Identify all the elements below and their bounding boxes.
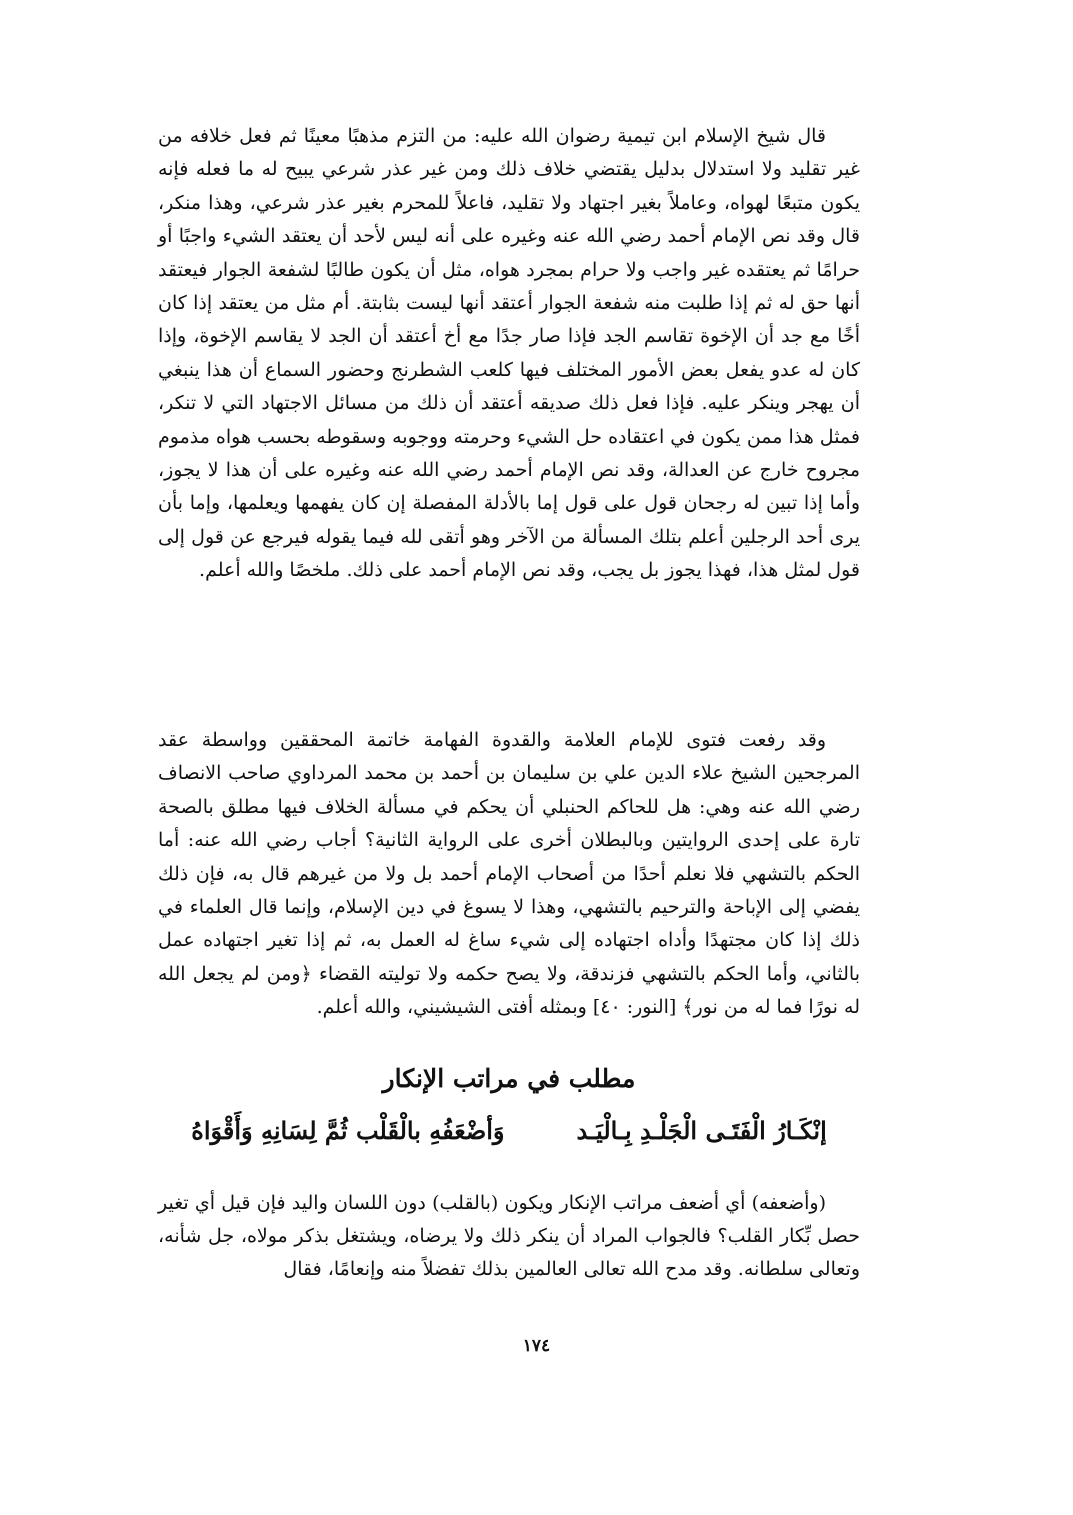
- verse-left-hemistich: وَأضْعَفُهِ بالْقَلْب ثُمَّ لِسَانِهِ وَأَقْوَاهُ: [191, 1115, 505, 1145]
- paragraph-verse-commentary: (وأضعفه) أي أضعف مراتب الإنكار ويكون (بالقلب) دون اللسان واليد فإن قيل أي تغير حصل بِّكار القلب؟ فالجواب المراد أن ينكر ذلك ولا يرضاه، ويشتغل بذكر مولاه، جل شأنه، وتعالى سلطانه. وقد مدح الله تعالى العالمين بذلك تفضلاً منه وإنعامًا، فقال: [158, 1191, 860, 1281]
- verse-right-hemistich: إنْكَـارُ الْفَتَـى الْجَلْـدِ بِـالْيَـد: [576, 1115, 827, 1145]
- paragraph-ibn-taymiyya-quote: قال شيخ الإسلام ابن تيمية رضوان الله عليه: من التزم مذهبًا معينًا ثم فعل خلافه من غير تقليد ولا استدلال بدليل يقتضي خلاف ذلك ومن غير عذر شرعي يبيح له ما فعله فإنه يكون متبعًا لهواه، وعاملاً بغير اجتهاد ولا تقليد، فاعلاً للمحرم بغير عذر شرعي، وهذا منكر، قال وقد نص الإمام أحمد رضي الله عنه وغيره على أنه ليس لأحد أن يعتقد الشيء واجبًا أو حرامًا ثم يعتقده غير واجب ولا حرام بمجرد هواه، مثل أن يكون طالبًا لشفعة الجوار فيعتقد أنها حق له ثم إذا طلبت منه شفعة الجوار أعتقد أنها ليست بثابتة. أم مثل من يعتقد إذا كان أخًا مع جد أن الإخوة تقاسم الجد فإذا صار جدًا مع أخ أعتقد أن الجد لا يقاسم الإخوة، وإذا كان له عدو يفعل بعض الأمور المختلف فيها كلعب الشطرنج وحضور السماع أن هذا ينبغي أن يهجر وينكر عليه. فإذا فعل ذلك صديقه أعتقد أن ذلك من مسائل الاجتهاد التي لا تنكر، فمثل هذا ممن يكون في اعتقاده حل الشيء وحرمته ووجوبه وسقوطه بحسب هواه مذموم مجروح خارج عن العدالة، وقد نص الإمام أحمد رضي الله عنه وغيره على أن هذا لا يجوز، وأما إذا تبين له رجحان قول على قول إما بالأدلة المفصلة إن كان يفهمها ويعلمها، وإما بأن يرى أحد الرجلين أعلم بتلك المسألة من الآخر وهو أتقى لله فيما يقوله فيرجع عن قول إلى قول لمثل هذا، فهذا يجوز بل يجب، وقد نص الإمام أحمد على ذلك. ملخصًا والله أعلم.: [157, 125, 860, 582]
- section-title: مطلب في مراتب الإنكار: [382, 1063, 636, 1093]
- paragraph-mardawi-fatwa: وقد رفعت فتوى للإمام العلامة والقدوة الفهامة خاتمة المحققين وواسطة عقد المرجحين الشيخ علاء الدين علي بن سليمان بن أحمد بن محمد المرداوي صاحب الانصاف رضي الله عنه وهي: هل للحاكم الحنبلي أن يحكم في مسألة الخلاف فيها مطلق بالصحة تارة على إحدى الروايتين وبالبطلان أخرى على الرواية الثانية؟ أجاب رضي الله عنه: أما الحكم بالتشهي فلا نعلم أحدًا من أصحاب الإمام أحمد بل ولا من غيرهم قال به، فإن ذلك يفضي إلى الإباحة والترحيم بالتشهي، وهذا لا يسوغ في دين الإسلام، وإنما قال العلماء في ذلك إذا كان مجتهدًا وأداه اجتهاده إلى شيء ساغ له العمل به، ثم إذا تغير اجتهاده عمل بالثاني، وأما الحكم بالتشهي فزندقة، ولا يصح حكمه ولا توليته القضاء ﴿ومن لم يجعل الله له نورًا فما له من نور﴾ [النور: ٤٠] وبمثله أفتى الشيشيني، والله أعلم.: [158, 729, 860, 1019]
- verse-line: [158, 1109, 860, 1153]
- page-body: [158, 120, 860, 1287]
- page-number: ١٧٤: [522, 1336, 551, 1356]
